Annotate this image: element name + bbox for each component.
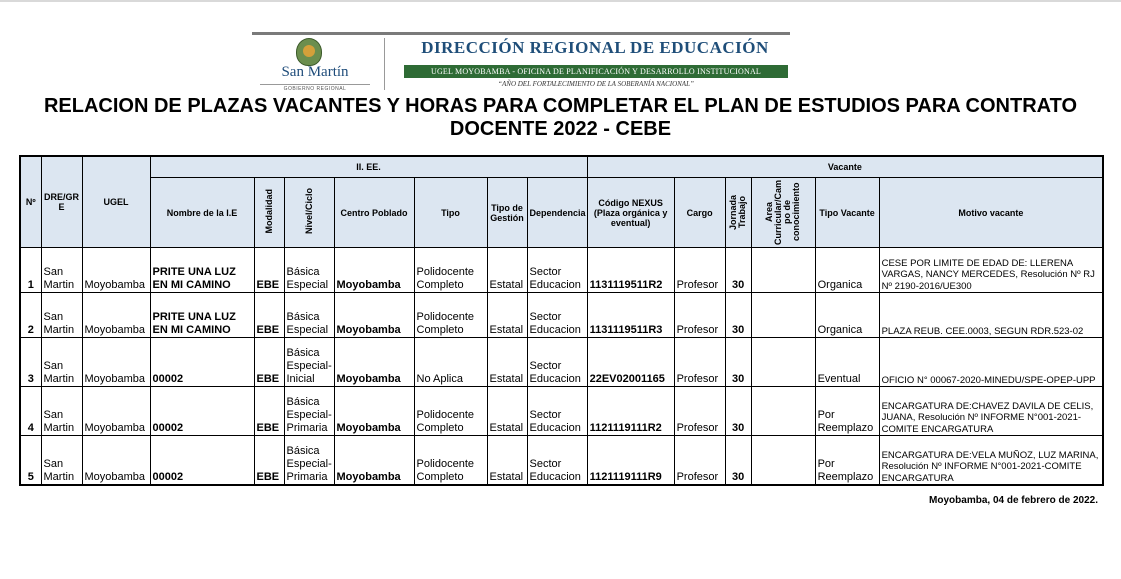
cell-tipo-vacante: Organica — [815, 248, 879, 293]
col-header-centro: Centro Poblado — [334, 178, 414, 248]
col-header-nivel — [284, 178, 334, 248]
letterhead — [252, 32, 790, 92]
ugel-banner: UGEL MOYOBAMBA - OFICINA DE PLANIFICACIÓN Y DESARROLLO INSTITUCIONAL — [404, 65, 788, 78]
col-header-dependencia: Dependencia — [527, 178, 587, 248]
letterhead-rule — [252, 32, 790, 35]
letterhead-divider — [384, 38, 385, 90]
cell-cargo: Profesor — [674, 436, 725, 486]
cell-nombre: 00002 — [150, 338, 254, 387]
top-border — [0, 0, 1121, 2]
cell-dependencia: Sector Educacion — [527, 387, 587, 436]
vacancies-table — [19, 155, 1104, 486]
cell-nombre: 00002 — [150, 387, 254, 436]
cell-jornada: 30 — [725, 387, 751, 436]
date-signature: Moyobamba, 04 de febrero de 2022. — [929, 495, 1098, 506]
title-line-2: DOCENTE 2022 - CEBE — [449, 118, 672, 140]
cell-tipo: Polidocente Completo — [414, 436, 487, 486]
cell-tipo: Polidocente Completo — [414, 293, 487, 338]
cell-tipo: No Aplica — [414, 338, 487, 387]
logo-brand: San Martín — [281, 64, 349, 80]
cell-dependencia: Sector Educacion — [527, 436, 587, 486]
cell-tipo-vacante: Por Reemplazo — [815, 387, 879, 436]
cell-tipo: Polidocente Completo — [414, 387, 487, 436]
cell-dre: San Martin — [41, 338, 82, 387]
col-header-area — [751, 178, 815, 248]
col-header-motivo: Motivo vacante — [879, 178, 1103, 248]
group-header-vacante: Vacante — [587, 156, 1103, 178]
cell-n: 2 — [20, 293, 41, 338]
col-header-gestion: Tipo de Gestión — [487, 178, 527, 248]
cell-dependencia: Sector Educacion — [527, 248, 587, 293]
cell-dre: San Martin — [41, 387, 82, 436]
table-row — [20, 338, 1103, 387]
table-row — [20, 293, 1103, 338]
col-header-nombre: Nombre de la I.E — [150, 178, 254, 248]
cell-centro: Moyobamba — [334, 338, 414, 387]
cell-motivo: CESE POR LIMITE DE EDAD DE: LLERENA VARGAS, NANCY MERCEDES, Resolución Nº RJ Nº 2190-2016/UE300 — [879, 248, 1103, 293]
col-header-dre: DRE/GR E — [41, 156, 82, 248]
cell-tipo-vacante: Por Reemplazo — [815, 436, 879, 486]
cell-codigo: 1131119511R2 — [587, 248, 674, 293]
col-header-modalidad — [254, 178, 284, 248]
table-row — [20, 436, 1103, 486]
cell-gestion: Estatal — [487, 248, 527, 293]
cell-codigo: 22EV02001165 — [587, 338, 674, 387]
cell-n: 1 — [20, 248, 41, 293]
cell-gestion: Estatal — [487, 436, 527, 486]
cell-centro: Moyobamba — [334, 387, 414, 436]
cell-codigo: 1131119511R3 — [587, 293, 674, 338]
cell-area — [751, 248, 815, 293]
cell-codigo: 1121119111R9 — [587, 436, 674, 486]
cell-n: 5 — [20, 436, 41, 486]
cell-area — [751, 338, 815, 387]
cell-jornada: 30 — [725, 338, 751, 387]
cell-tipo: Polidocente Completo — [414, 248, 487, 293]
logo-subtitle: GOBIERNO REGIONAL — [260, 84, 370, 92]
area-label: Area Curricular/Cam po de conocimiento — [764, 178, 802, 245]
cell-centro: Moyobamba — [334, 436, 414, 486]
cell-ugel: Moyobamba — [82, 293, 150, 338]
cell-jornada: 30 — [725, 248, 751, 293]
cell-modalidad: EBE — [254, 436, 284, 486]
cell-gestion: Estatal — [487, 338, 527, 387]
cell-motivo: OFICIO N° 00067-2020-MINEDU/SPE-OPEP-UPP — [879, 338, 1103, 387]
nivel-label: Nivel/Ciclo — [304, 188, 314, 235]
cell-modalidad: EBE — [254, 248, 284, 293]
cell-centro: Moyobamba — [334, 248, 414, 293]
col-header-jornada — [725, 178, 751, 248]
col-header-cargo: Cargo — [674, 178, 725, 248]
col-header-codigo: Código NEXUS (Plaza orgánica y eventual) — [587, 178, 674, 248]
cell-modalidad: EBE — [254, 338, 284, 387]
cell-centro: Moyobamba — [334, 293, 414, 338]
cell-dre: San Martin — [41, 248, 82, 293]
cell-dependencia: Sector Educacion — [527, 338, 587, 387]
cell-nombre: 00002 — [150, 436, 254, 486]
cell-ugel: Moyobamba — [82, 248, 150, 293]
cell-dependencia: Sector Educacion — [527, 293, 587, 338]
cell-cargo: Profesor — [674, 387, 725, 436]
cell-gestion: Estatal — [487, 387, 527, 436]
dre-title: DIRECCIÓN REGIONAL DE EDUCACIÓN — [421, 38, 769, 57]
group-header-iiee: II. EE. — [150, 156, 587, 178]
col-header-tipo-vacante: Tipo Vacante — [815, 178, 879, 248]
page-title — [0, 95, 1121, 141]
jornada-label: Jornada Trabajo — [728, 194, 748, 230]
cell-nivel: Básica Especial-Primaria — [284, 387, 334, 436]
cell-codigo: 1121119111R2 — [587, 387, 674, 436]
cell-tipo-vacante: Organica — [815, 293, 879, 338]
cell-ugel: Moyobamba — [82, 338, 150, 387]
cell-dre: San Martin — [41, 293, 82, 338]
cell-n: 3 — [20, 338, 41, 387]
cell-ugel: Moyobamba — [82, 387, 150, 436]
table-row — [20, 248, 1103, 293]
san-martin-logo — [252, 36, 380, 92]
cell-nivel: Básica Especial — [284, 293, 334, 338]
cell-area — [751, 436, 815, 486]
cell-dre: San Martin — [41, 436, 82, 486]
year-motto: “AÑO DEL FORTALECIMIENTO DE LA SOBERANÍA NACIONAL” — [498, 80, 694, 88]
cell-nombre: PRITE UNA LUZ EN MI CAMINO — [150, 293, 254, 338]
header-columns-row — [20, 178, 1103, 248]
cell-motivo: ENCARGATURA DE:VELA MUÑOZ, LUZ MARINA, Resolución Nº INFORME N°001-2021-COMITE ENCARGATURA — [879, 436, 1103, 486]
table-row — [20, 387, 1103, 436]
cell-modalidad: EBE — [254, 387, 284, 436]
cell-gestion: Estatal — [487, 293, 527, 338]
cell-tipo-vacante: Eventual — [815, 338, 879, 387]
header-group-row — [20, 156, 1103, 178]
modalidad-label: Modalidad — [264, 189, 274, 234]
regional-seal-icon — [296, 38, 322, 66]
col-header-n: Nº — [20, 156, 41, 248]
title-line-1: RELACION DE PLAZAS VACANTES Y HORAS PARA COMPLETAR EL PLAN DE ESTUDIOS PARA CONTRATO — [43, 95, 1078, 117]
cell-nivel: Básica Especial — [284, 248, 334, 293]
cell-nombre: PRITE UNA LUZ EN MI CAMINO — [150, 248, 254, 293]
cell-nivel: Básica Especial-Primaria — [284, 436, 334, 486]
cell-jornada: 30 — [725, 293, 751, 338]
cell-area — [751, 387, 815, 436]
cell-modalidad: EBE — [254, 293, 284, 338]
cell-area — [751, 293, 815, 338]
cell-n: 4 — [20, 387, 41, 436]
cell-jornada: 30 — [725, 436, 751, 486]
cell-cargo: Profesor — [674, 338, 725, 387]
cell-ugel: Moyobamba — [82, 436, 150, 486]
cell-cargo: Profesor — [674, 248, 725, 293]
col-header-ugel: UGEL — [82, 156, 150, 248]
cell-motivo: ENCARGATURA DE:CHAVEZ DAVILA DE CELIS, JUANA, Resolución Nº INFORME N°001-2021-COMITE ENCARGATURA — [879, 387, 1103, 436]
cell-motivo: PLAZA REUB. CEE.0003, SEGUN RDR.523-02 — [879, 293, 1103, 338]
cell-cargo: Profesor — [674, 293, 725, 338]
cell-nivel: Básica Especial-Inicial — [284, 338, 334, 387]
col-header-tipo: Tipo — [414, 178, 487, 248]
